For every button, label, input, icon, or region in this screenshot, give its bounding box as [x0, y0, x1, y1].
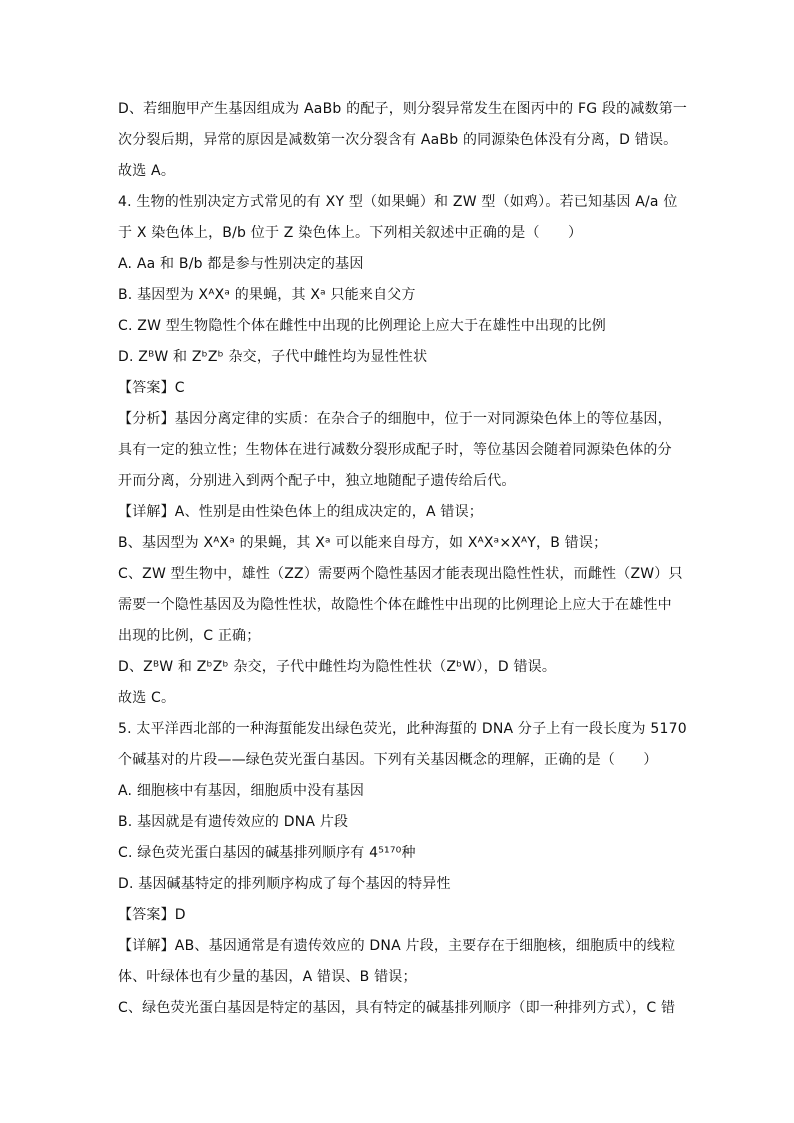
- text-line: 【详解】A、性别是由性染色体上的组成决定的，A 错误；: [118, 504, 484, 520]
- text-line: 于 X 染色体上，B/b 位于 Z 染色体上。下列相关叙述中正确的是（ ）: [118, 225, 583, 241]
- text-line: 【答案】D: [118, 907, 186, 923]
- text-line: 开而分离，分别进入到两个配子中，独立地随配子遗传给后代。: [118, 473, 516, 489]
- text-line: 【详解】AB、基因通常是有遗传效应的 DNA 片段，主要存在于细胞核，细胞质中的线粒: [118, 938, 676, 954]
- text-line: C. ZW 型生物隐性个体在雌性中出现的比例理论上应大于在雄性中出现的比例: [118, 318, 606, 334]
- text-line: 出现的比例，C 正确；: [118, 628, 261, 644]
- text-line: 故选 A。: [118, 163, 176, 179]
- text-line: D. ZᴮW 和 ZᵇZᵇ 杂交，子代中雌性均为显性性状: [118, 349, 428, 365]
- text-line: C、ZW 型生物中，雄性（ZZ）需要两个隐性基因才能表现出隐性性状，而雌性（ZW）只: [118, 566, 683, 582]
- text-line: 体、叶绿体也有少量的基因，A 错误、B 错误；: [118, 969, 417, 985]
- text-line: D、ZᴮW 和 ZᵇZᵇ 杂交，子代中雌性均为隐性性状（ZᵇW），D 错误。: [118, 659, 557, 675]
- text-line: C、绿色荧光蛋白基因是特定的基因，具有特定的碱基排列顺序（即一种排列方式），C 错: [118, 1000, 676, 1016]
- text-line: 故选 C。: [118, 690, 176, 706]
- text-line: 5. 太平洋西北部的一种海蜇能发出绿色荧光，此种海蜇的 DNA 分子上有一段长度为 5170: [118, 721, 687, 737]
- text-line: D. 基因碱基特定的排列顺序构成了每个基因的特异性: [118, 876, 451, 892]
- text-line: 【答案】C: [118, 380, 185, 396]
- text-line: 次分裂后期，异常的原因是减数第一次分裂含有 AaBb 的同源染色体没有分离，D 错误。: [118, 132, 678, 148]
- text-line: 需要一个隐性基因及为隐性性状，故隐性个体在雌性中出现的比例理论上应大于在雄性中: [118, 597, 672, 613]
- text-line: A. 细胞核中有基因，细胞质中没有基因: [118, 783, 365, 799]
- text-line: C. 绿色荧光蛋白基因的碱基排列顺序有 4⁵¹⁷⁰种: [118, 845, 416, 861]
- text-line: 个碱基对的片段——绿色荧光蛋白基因。下列有关基因概念的理解，正确的是（ ）: [118, 752, 658, 768]
- text-line: 【分析】基因分离定律的实质：在杂合子的细胞中，位于一对同源染色体上的等位基因，: [118, 411, 672, 427]
- text-line: B. 基因型为 XᴬXᵃ 的果蝇，其 Xᵃ 只能来自父方: [118, 287, 416, 303]
- text-line: B. 基因就是有遗传效应的 DNA 片段: [118, 814, 349, 830]
- text-line: B、基因型为 XᴬXᵃ 的果蝇，其 Xᵃ 可以能来自母方，如 XᴬXᵃ×XᴬY，B 错误；: [118, 535, 608, 551]
- text-line: A. Aa 和 B/b 都是参与性别决定的基因: [118, 256, 364, 272]
- text-line: 4. 生物的性别决定方式常见的有 XY 型（如果蝇）和 ZW 型（如鸡）。若已知基因 A/a 位: [118, 194, 678, 210]
- text-line: 具有一定的独立性；生物体在进行减数分裂形成配子时，等位基因会随着同源染色体的分: [118, 442, 672, 458]
- document-page: [118, 94, 688, 1024]
- text-line: D、若细胞甲产生基因组成为 AaBb 的配子，则分裂异常发生在图丙中的 FG 段的减数第一: [118, 101, 688, 117]
